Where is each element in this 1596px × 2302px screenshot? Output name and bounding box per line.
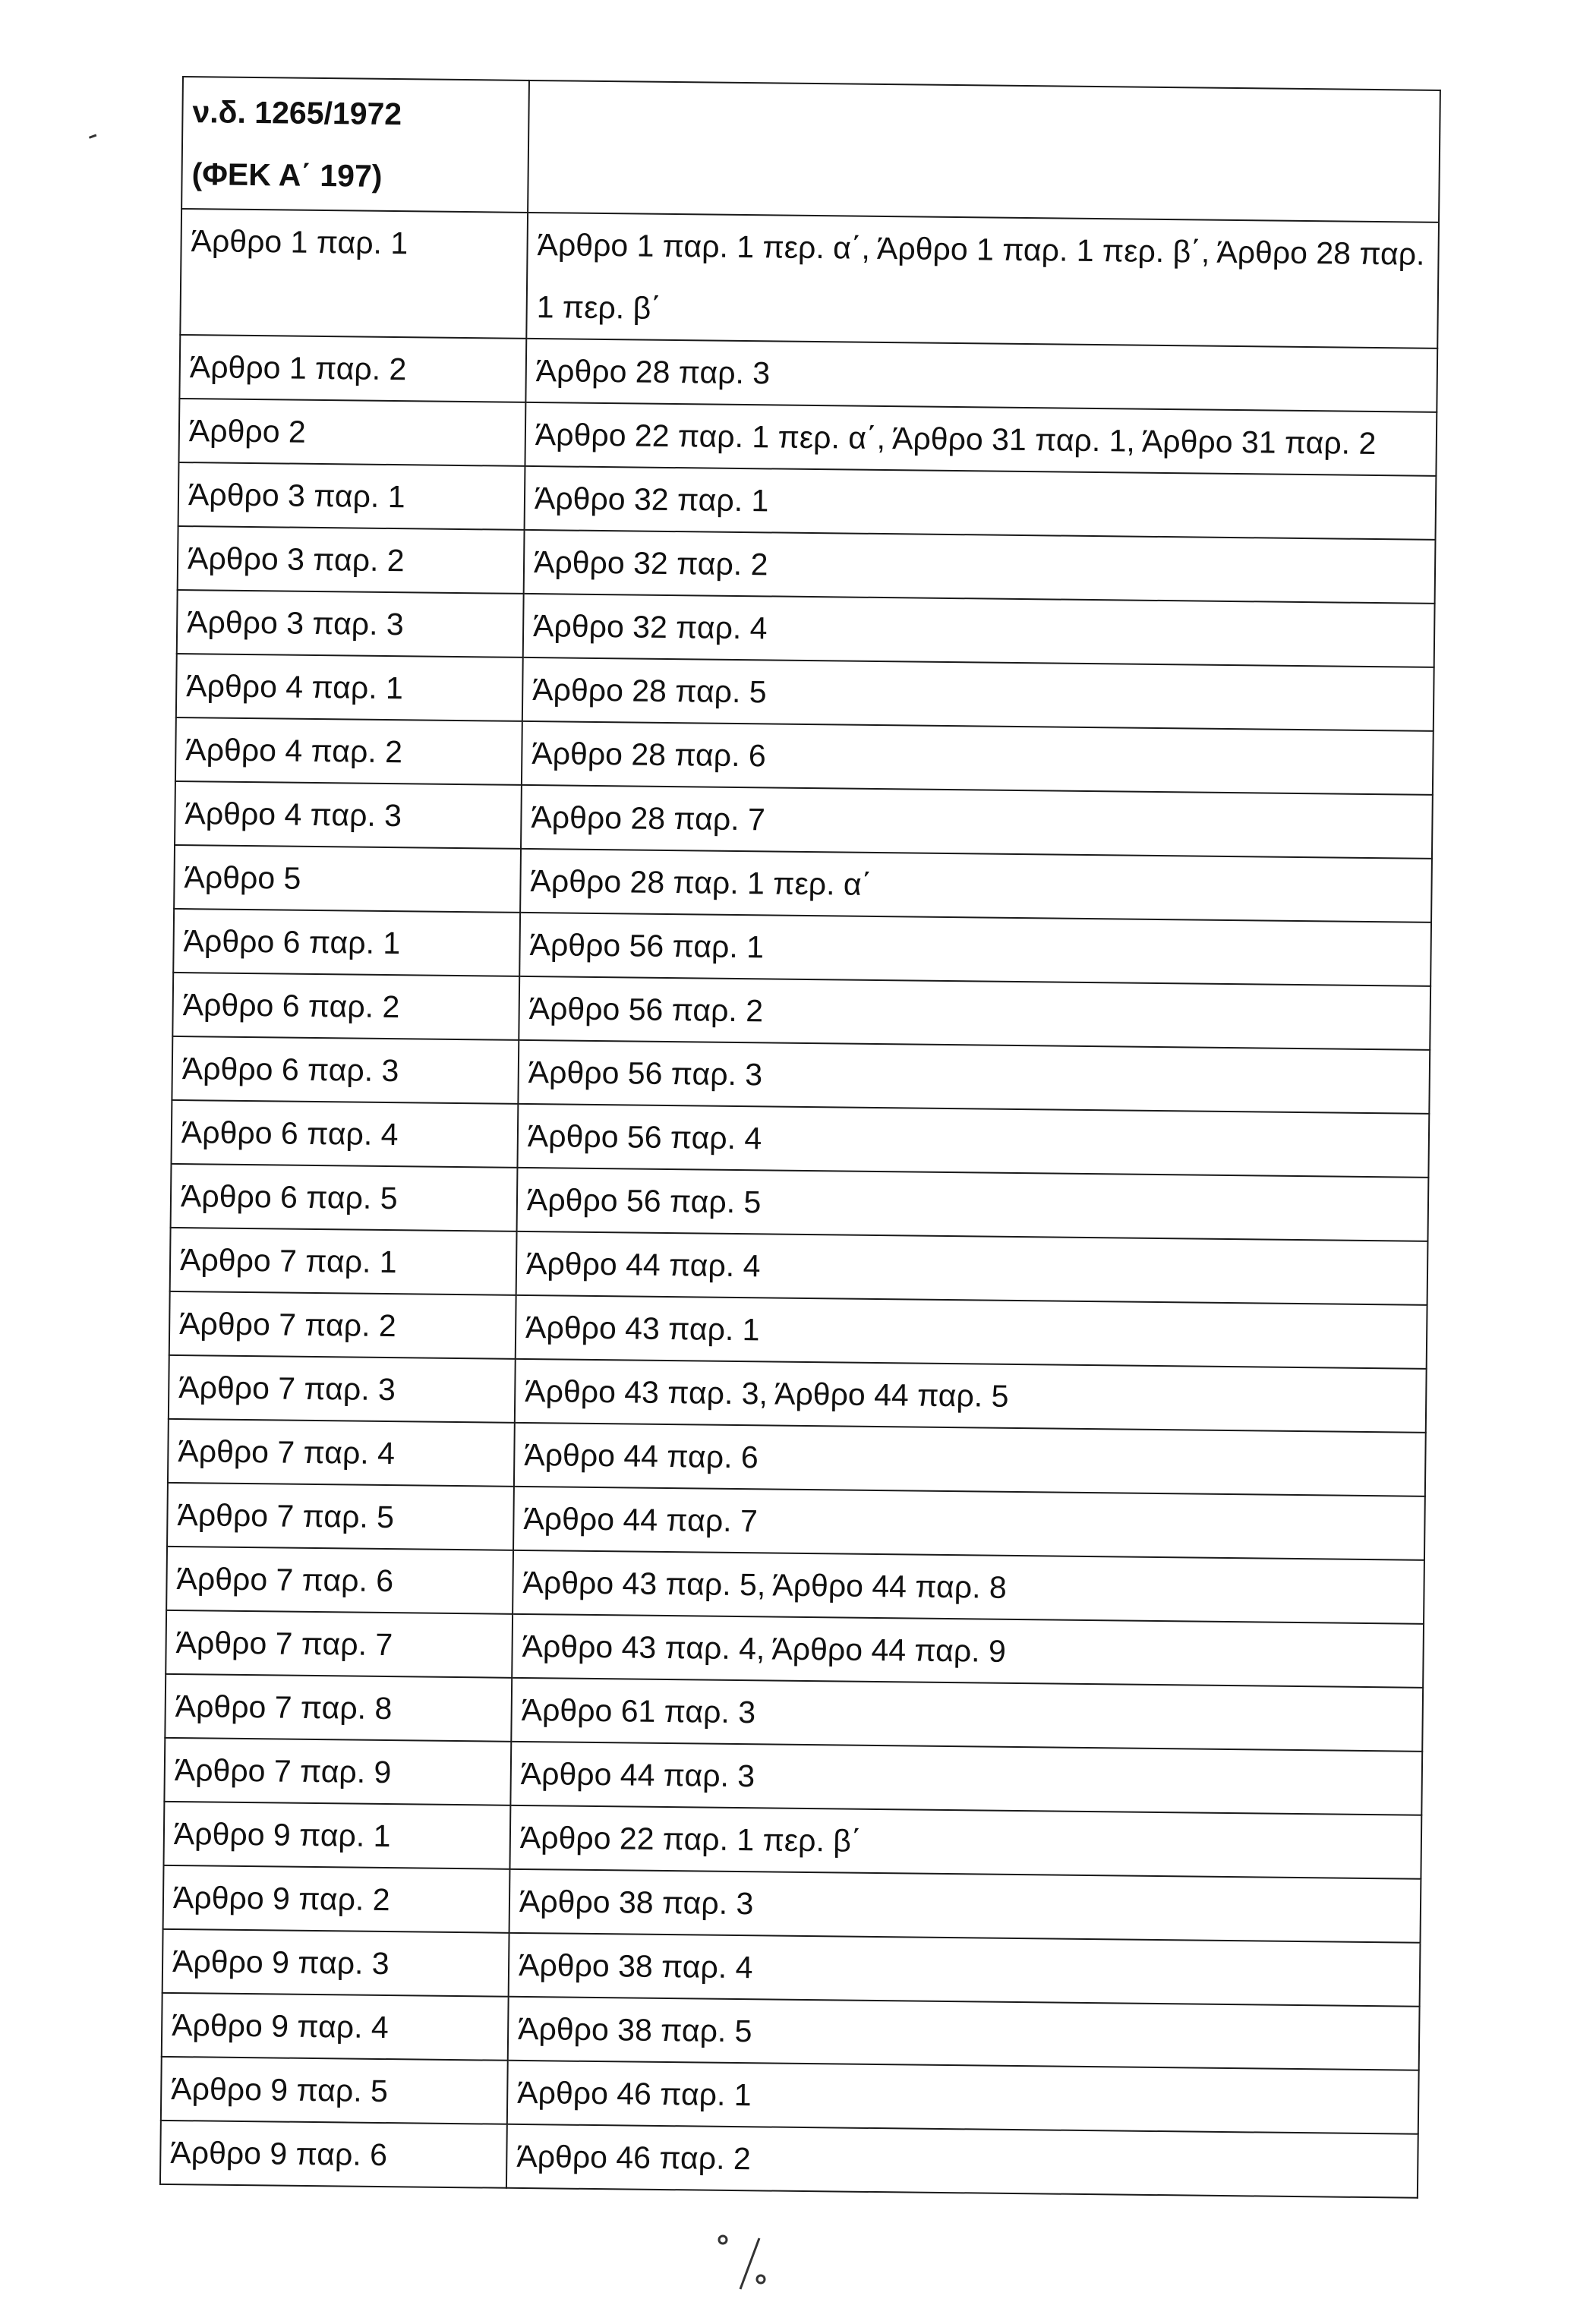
new-provision-cell: Άρθρο 38 παρ. 5 — [508, 1997, 1420, 2070]
correspondence-table-wrapper — [159, 76, 1425, 2198]
header-gazette-ref: (ΦΕΚ Α΄ 197) — [191, 156, 383, 194]
old-provision-cell: Άρθρο 1 παρ. 2 — [179, 335, 526, 402]
header-law-cell — [181, 77, 529, 213]
new-provision-cell: Άρθρο 38 παρ. 4 — [509, 1933, 1421, 2007]
new-provision-cell: Άρθρο 44 παρ. 4 — [516, 1231, 1428, 1305]
new-provision-cell: Άρθρο 56 παρ. 5 — [517, 1168, 1429, 1241]
old-provision-cell: Άρθρο 6 παρ. 3 — [172, 1036, 519, 1104]
old-provision-cell: Άρθρο 7 παρ. 1 — [170, 1228, 517, 1295]
table-row — [180, 209, 1439, 348]
table-header-row — [181, 77, 1440, 222]
new-provision-cell: Άρθρο 56 παρ. 1 — [519, 913, 1431, 986]
new-provision-cell: Άρθρο 28 παρ. 3 — [525, 339, 1437, 412]
new-provision-cell: Άρθρο 43 παρ. 5, Άρθρο 44 παρ. 8 — [513, 1550, 1424, 1624]
old-provision-cell: Άρθρο 3 παρ. 2 — [178, 526, 525, 594]
new-provision-cell: Άρθρο 22 παρ. 1 περ. β΄ — [509, 1805, 1421, 1879]
new-provision-cell: Άρθρο 32 παρ. 4 — [523, 594, 1435, 667]
old-provision-cell: Άρθρο 6 παρ. 1 — [173, 909, 520, 976]
old-provision-cell: Άρθρο 5 — [174, 845, 521, 913]
new-provision-cell: Άρθρο 28 παρ. 5 — [522, 657, 1434, 731]
new-provision-cell: Άρθρο 46 παρ. 1 — [507, 2061, 1419, 2134]
new-provision-cell: Άρθρο 56 παρ. 2 — [519, 976, 1430, 1050]
old-provision-cell: Άρθρο 7 παρ. 7 — [166, 1610, 513, 1678]
old-provision-cell: Άρθρο 7 παρ. 6 — [166, 1547, 513, 1614]
old-provision-cell: Άρθρο 6 παρ. 5 — [171, 1164, 518, 1231]
new-provision-cell: Άρθρο 44 παρ. 7 — [513, 1487, 1425, 1560]
old-provision-cell: Άρθρο 1 παρ. 1 — [180, 209, 528, 339]
new-provision-cell: Άρθρο 44 παρ. 6 — [514, 1423, 1426, 1496]
new-provision-cell: Άρθρο 56 παρ. 3 — [518, 1040, 1430, 1114]
stray-pen-mark — [89, 134, 98, 143]
table-body — [160, 77, 1440, 2198]
new-provision-cell: Άρθρο 38 παρ. 3 — [509, 1869, 1421, 1943]
old-provision-cell: Άρθρο 9 παρ. 4 — [162, 1993, 509, 2061]
old-provision-cell: Άρθρο 7 παρ. 9 — [164, 1738, 511, 1805]
new-provision-cell: Άρθρο 61 παρ. 3 — [511, 1678, 1423, 1752]
old-provision-cell: Άρθρο 9 παρ. 1 — [163, 1802, 510, 1869]
old-provision-cell: Άρθρο 6 παρ. 4 — [171, 1100, 518, 1168]
old-provision-cell: Άρθρο 2 — [178, 399, 525, 466]
new-provision-cell: Άρθρο 28 παρ. 6 — [522, 721, 1434, 795]
old-provision-cell: Άρθρο 9 παρ. 5 — [161, 2057, 508, 2124]
new-provision-cell: Άρθρο 28 παρ. 1 περ. α΄ — [520, 849, 1432, 922]
new-provision-cell: Άρθρο 22 παρ. 1 περ. α΄, Άρθρο 31 παρ. 1, Άρθρο 31 παρ. 2 — [525, 402, 1437, 476]
old-provision-cell: Άρθρο 6 παρ. 2 — [172, 973, 519, 1040]
table-row — [160, 2121, 1418, 2198]
new-provision-cell: Άρθρο 43 παρ. 1 — [516, 1295, 1427, 1369]
header-law-number: ν.δ. 1265/1972 — [192, 94, 402, 132]
old-provision-cell: Άρθρο 7 παρ. 2 — [169, 1291, 516, 1359]
new-provision-cell: Άρθρο 43 παρ. 3, Άρθρο 44 παρ. 5 — [515, 1359, 1427, 1433]
new-provision-cell: Άρθρο 32 παρ. 2 — [524, 530, 1436, 604]
old-provision-cell: Άρθρο 7 παρ. 8 — [165, 1674, 512, 1742]
new-provision-cell: Άρθρο 46 παρ. 2 — [506, 2124, 1418, 2198]
handwritten-page-mark — [706, 2232, 790, 2293]
old-provision-cell: Άρθρο 4 παρ. 3 — [175, 781, 522, 849]
new-provision-cell: Άρθρο 28 παρ. 7 — [521, 785, 1433, 859]
new-provision-cell: Άρθρο 1 παρ. 1 περ. α΄, Άρθρο 1 παρ. 1 περ. β΄, Άρθρο 28 παρ. 1 περ. β΄ — [526, 213, 1439, 348]
old-provision-cell: Άρθρο 3 παρ. 1 — [178, 462, 525, 530]
old-provision-cell: Άρθρο 4 παρ. 2 — [175, 717, 522, 785]
old-provision-cell: Άρθρο 7 παρ. 5 — [167, 1483, 514, 1550]
new-provision-cell: Άρθρο 44 παρ. 3 — [510, 1742, 1422, 1815]
new-provision-cell: Άρθρο 43 παρ. 4, Άρθρο 44 παρ. 9 — [512, 1614, 1424, 1688]
old-provision-cell: Άρθρο 3 παρ. 3 — [177, 590, 524, 657]
old-provision-cell: Άρθρο 9 παρ. 2 — [163, 1865, 510, 1933]
new-provision-cell: Άρθρο 56 παρ. 4 — [517, 1104, 1429, 1178]
header-empty-cell — [528, 80, 1440, 222]
old-provision-cell: Άρθρο 7 παρ. 4 — [168, 1419, 515, 1487]
old-provision-cell: Άρθρο 9 παρ. 3 — [162, 1929, 509, 1997]
old-provision-cell: Άρθρο 9 παρ. 6 — [160, 2121, 507, 2188]
old-provision-cell: Άρθρο 4 παρ. 1 — [176, 654, 523, 721]
correspondence-table — [159, 76, 1441, 2199]
new-provision-cell: Άρθρο 32 παρ. 1 — [525, 466, 1437, 540]
old-provision-cell: Άρθρο 7 παρ. 3 — [169, 1355, 516, 1423]
